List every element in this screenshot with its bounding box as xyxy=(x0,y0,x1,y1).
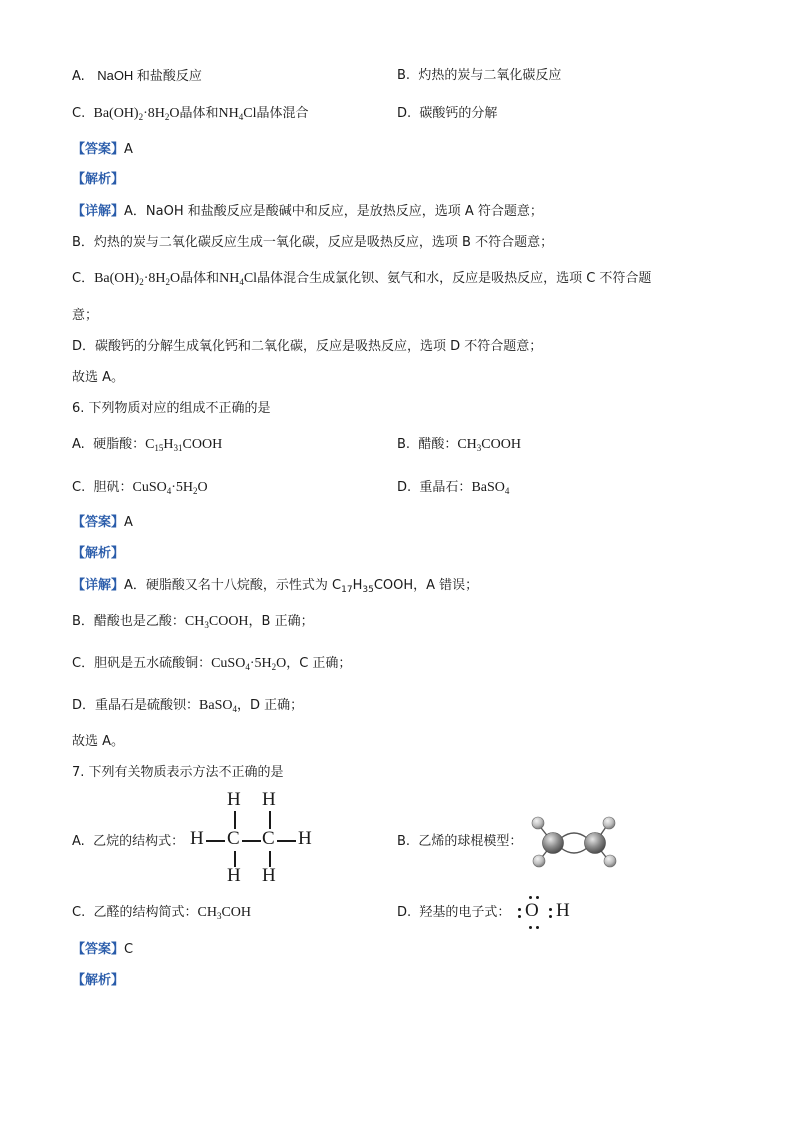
bond xyxy=(269,811,271,829)
q6-option-b: B. 醋酸：$CH_3COOH$ xyxy=(397,437,521,453)
electron-dot xyxy=(518,908,521,911)
atom-h: H xyxy=(227,865,241,886)
atom-h: H xyxy=(556,900,570,921)
option-text: 晶体和 xyxy=(179,106,219,121)
q5-detail-a: 【详解】A．NaOH 和盐酸反应是酸碱中和反应，是放热反应，选项 A 符合题意； xyxy=(72,204,543,219)
formula: $CuSO_4\cdot 5H_2O$ xyxy=(211,656,287,672)
formula: $CH_3COOH$ xyxy=(184,614,249,630)
formula: $CuSO_4\cdot 5H_2O$ xyxy=(132,480,208,496)
atom-o: O xyxy=(525,900,539,921)
electron-dot xyxy=(549,915,552,918)
q6-detail-d: D．重晶石是硫酸钡：BaSO$_4$，D 正确； xyxy=(72,698,304,714)
q5-detail-d: D．碳酸钙的分解生成氧化钙和二氧化碳，反应是吸热反应，选项 D 不符合题意； xyxy=(72,339,543,354)
electron-dot xyxy=(536,896,539,899)
q5-detail-c: C．$Ba(OH)_2\cdot 8H_2O$晶体和$NH_4Cl$晶体混合生成氯化钡、氨气和水，反应是吸热反应，选项 C 不符合题 xyxy=(72,271,652,287)
formula: BaSO$_4$ xyxy=(471,480,510,496)
option-letter: B. xyxy=(397,68,411,83)
q7-option-d: D. 羟基的电子式： xyxy=(397,905,511,920)
q5-analysis-label: 【解析】 xyxy=(72,172,125,187)
atom-h: H xyxy=(298,828,312,849)
formula: $C_{15}H_{31}COOH$ xyxy=(145,437,223,453)
bond xyxy=(277,840,296,842)
q6-option-a: A. 硬脂酸：$C_{15}H_{31}COOH$ xyxy=(72,437,223,453)
atom-h: H xyxy=(262,789,276,810)
formula: $NH_4Cl$ xyxy=(219,271,258,287)
formula: $Ba(OH)_2\cdot 8H_2O$ xyxy=(93,106,180,122)
q5-option-b xyxy=(397,66,561,86)
q6-option-d: D. 重晶石：BaSO$_4$ xyxy=(397,480,510,496)
q7-answer xyxy=(72,940,133,960)
option-text: NaOH 和盐酸反应 xyxy=(97,68,202,83)
q7-option-c: C. 乙醛的结构简式：$CH_3COH$ xyxy=(72,905,252,921)
formula: $Ba(OH)_2\cdot 8H_2O$ xyxy=(94,271,181,287)
option-letter: C. xyxy=(72,106,86,121)
hydrogen-ball xyxy=(604,855,616,867)
option-text: 晶体混合 xyxy=(256,106,309,121)
carbon-ball xyxy=(585,833,606,854)
answer-label: 【答案】 xyxy=(72,142,125,157)
q5-option-a xyxy=(72,66,202,87)
formula: BaSO$_4$ xyxy=(199,698,237,714)
answer-label: 【答案】 xyxy=(72,515,125,530)
answer-value: A xyxy=(124,142,133,157)
q5-option-d xyxy=(397,104,497,124)
q7-option-b: B. 乙烯的球棍模型： xyxy=(397,834,523,849)
option-text: 灼热的炭与二氧化碳反应 xyxy=(418,68,562,83)
option-text: 碳酸钙的分解 xyxy=(419,106,498,121)
q6-stem: 6. 下列物质对应的组成不正确的是 xyxy=(72,401,271,416)
q7-analysis-label: 【解析】 xyxy=(72,973,125,988)
atom-h: H xyxy=(262,865,276,886)
q5-detail-c-cont: 意； xyxy=(72,308,99,323)
option-letter: D. xyxy=(397,106,412,121)
answer-label: 【答案】 xyxy=(72,942,125,957)
hydrogen-ball xyxy=(533,855,545,867)
hydroxyl-electron-formula xyxy=(518,896,578,936)
bond xyxy=(206,840,225,842)
formula: $CH_3COOH$ xyxy=(457,437,521,453)
q6-conclusion: 故选 A。 xyxy=(72,734,125,749)
hydrogen-ball xyxy=(532,817,544,829)
detail-label: 【详解】 xyxy=(72,578,125,593)
bond xyxy=(242,840,261,842)
q5-conclusion: 故选 A。 xyxy=(72,370,125,385)
electron-dot xyxy=(529,896,532,899)
q5-detail-b: B．灼热的炭与二氧化碳反应生成一氧化碳，反应是吸热反应，选项 B 不符合题意； xyxy=(72,235,554,250)
answer-value: A xyxy=(124,515,133,530)
option-letter: A. xyxy=(72,69,85,84)
bond xyxy=(234,811,236,829)
ethane-structural-formula xyxy=(190,789,320,889)
electron-dot xyxy=(536,926,539,929)
detail-label: 【详解】 xyxy=(72,204,125,219)
q6-analysis-label: 【解析】 xyxy=(72,546,125,561)
ethylene-ball-and-stick-model xyxy=(528,812,620,870)
q6-answer xyxy=(72,513,133,533)
q7-option-a: A. 乙烷的结构式： xyxy=(72,834,185,849)
formula: $CH_3COH$ xyxy=(197,905,252,921)
q7-stem: 7. 下列有关物质表示方法不正确的是 xyxy=(72,765,284,780)
electron-dot xyxy=(549,908,552,911)
hydrogen-ball xyxy=(603,817,615,829)
atom-h: H xyxy=(227,789,241,810)
electron-dot xyxy=(518,915,521,918)
carbon-ball xyxy=(543,833,564,854)
atom-h: H xyxy=(190,828,204,849)
q6-detail-a: 【详解】A．硬脂酸又名十八烷酸，示性式为 $C_{17}H_{35}COOH$，A 错误； xyxy=(72,578,479,595)
electron-dot xyxy=(529,926,532,929)
q6-detail-c: C．胆矾是五水硫酸铜：$CuSO_4\cdot 5H_2O$，C 正确； xyxy=(72,656,352,672)
answer-value: C xyxy=(124,942,134,957)
q5-answer xyxy=(72,140,133,160)
q5-option-c xyxy=(72,104,309,124)
formula: $NH_4Cl$ xyxy=(218,106,257,122)
atom-c: C xyxy=(262,828,275,849)
q6-option-c: C. 胆矾：$CuSO_4\cdot 5H_2O$ xyxy=(72,480,208,496)
q6-detail-b: B．醋酸也是乙酸：$CH_3COOH$，B 正确； xyxy=(72,614,314,630)
atom-c: C xyxy=(227,828,240,849)
